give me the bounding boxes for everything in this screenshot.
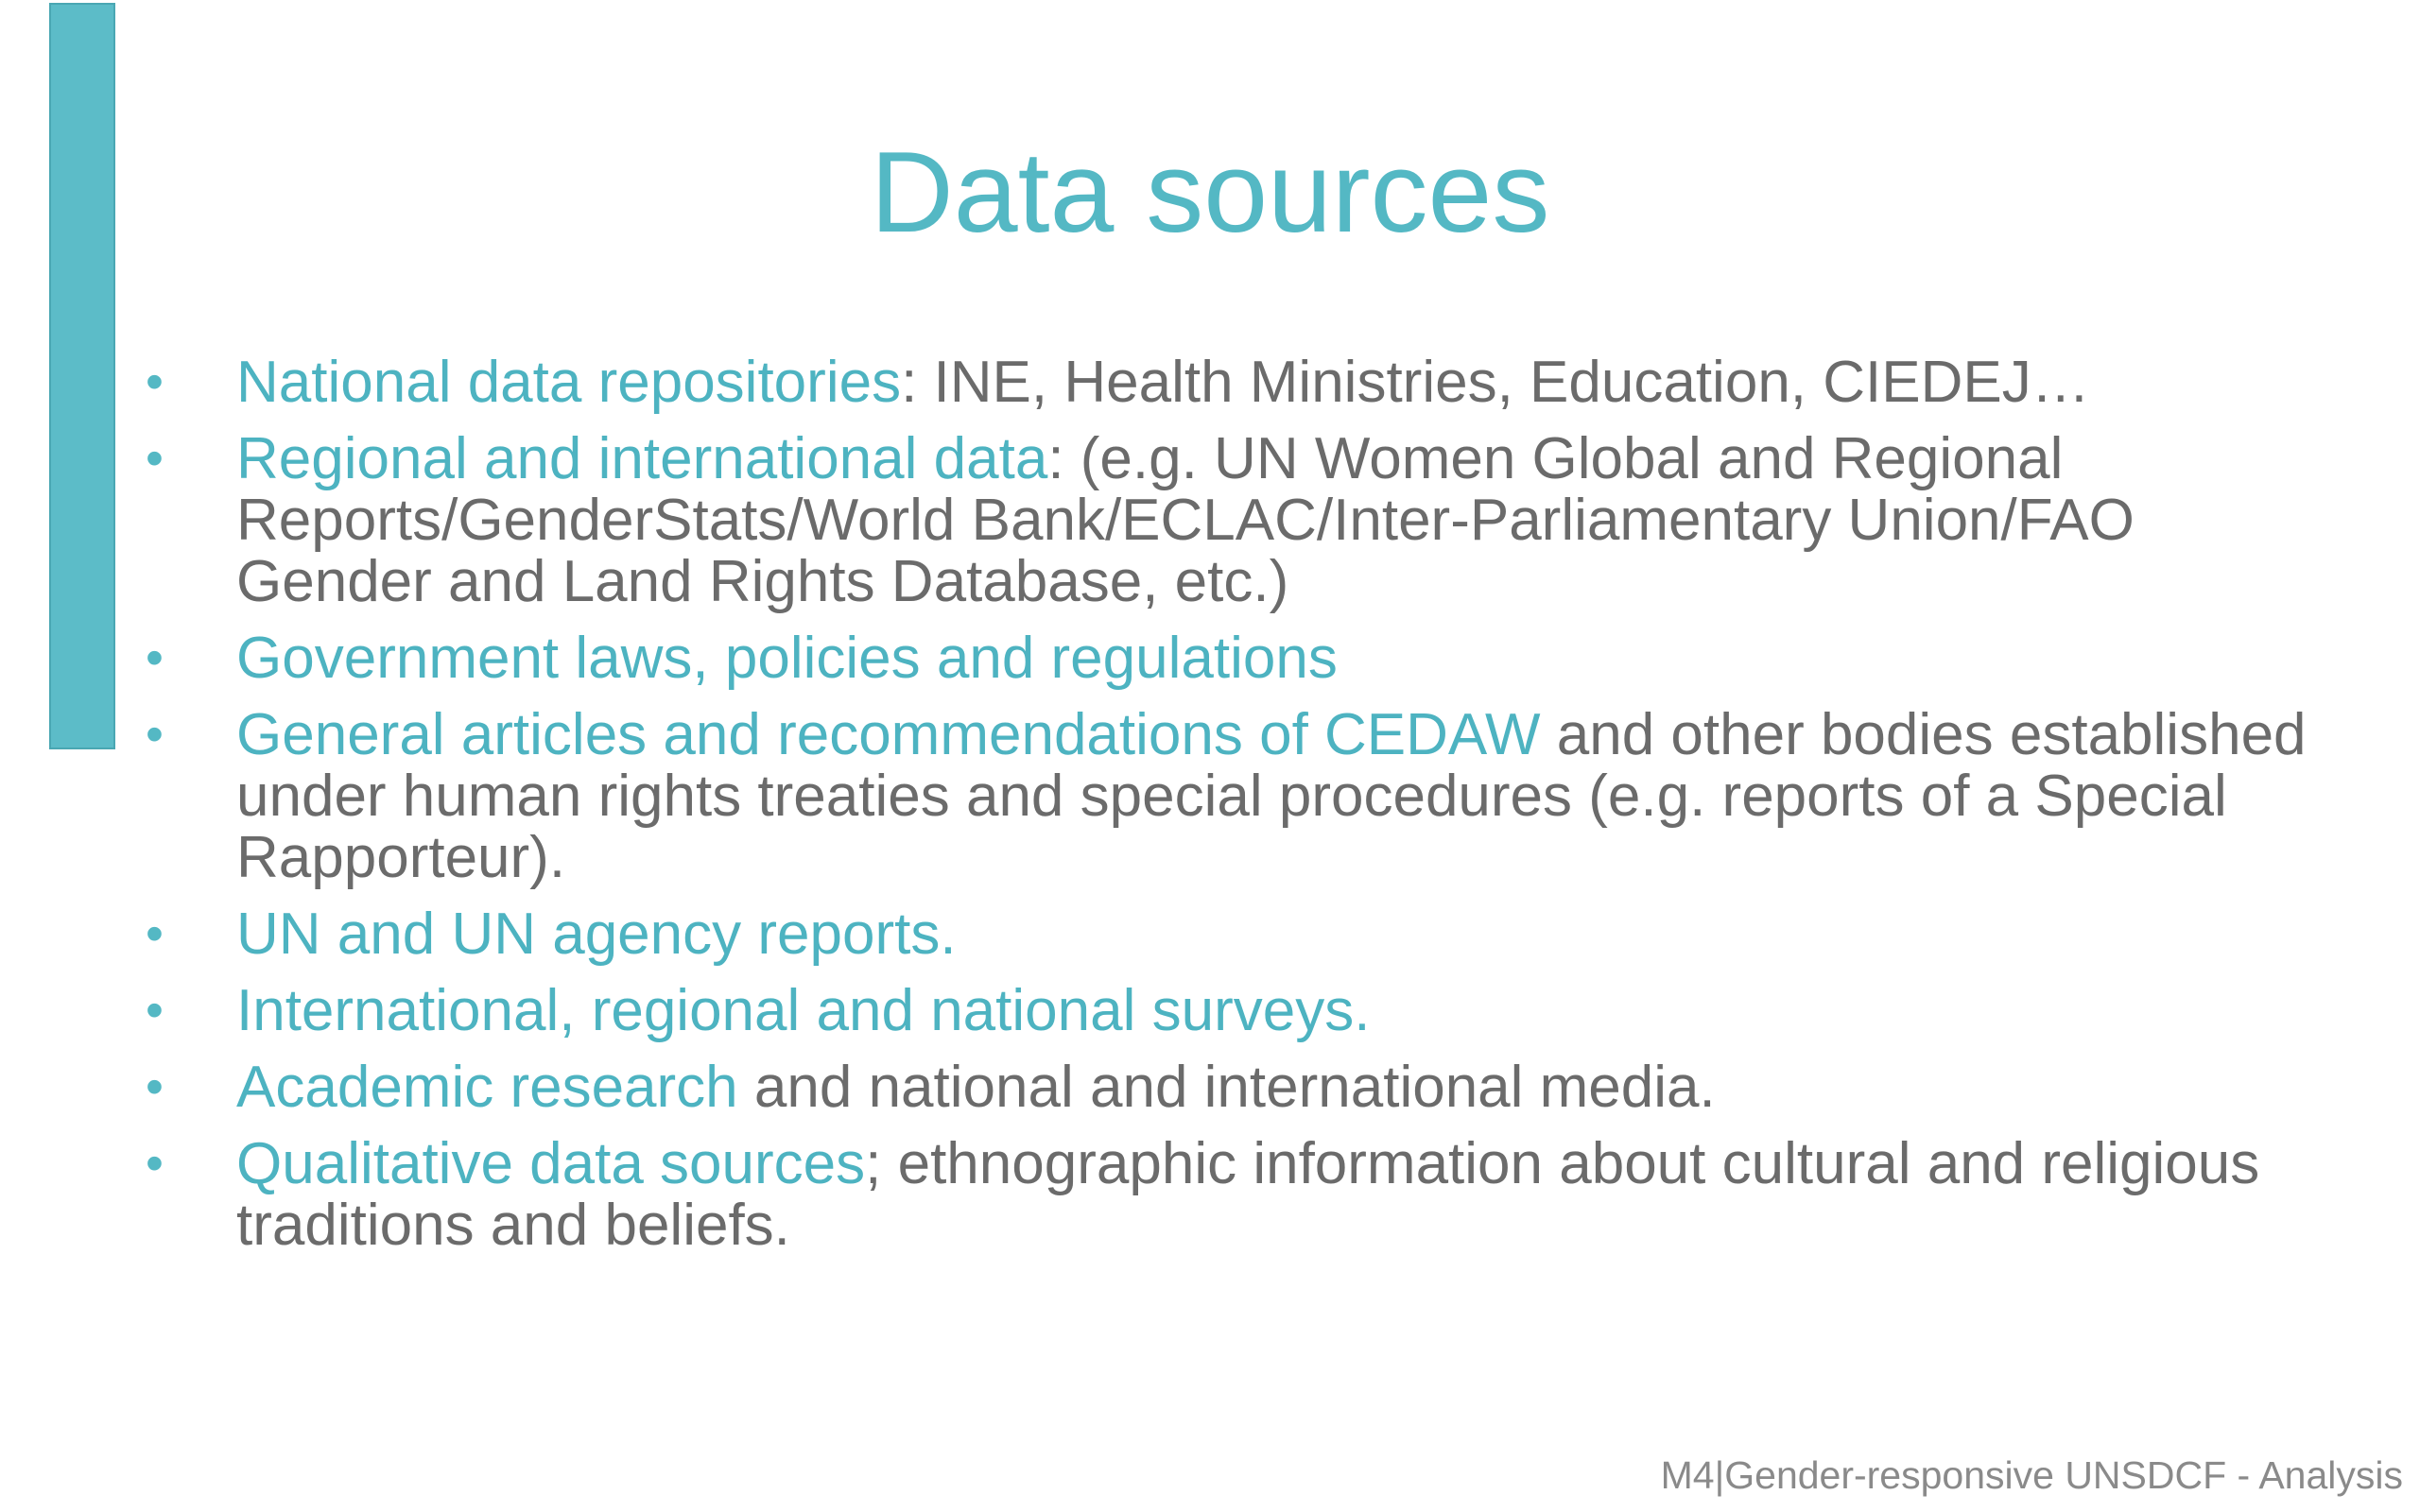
bullet-item: [142, 1133, 2316, 1256]
bullet-icon: •: [146, 1135, 164, 1192]
bullet-text: : INE, Health Ministries, Education, CIEDEJ…: [901, 350, 2090, 415]
bullet-item: [142, 627, 2316, 689]
bullet-icon: •: [146, 629, 164, 686]
bullet-highlight: Academic research: [236, 1055, 738, 1120]
bullet-icon: •: [146, 905, 164, 962]
bullet-highlight: International, regional and national surveys.: [236, 978, 1371, 1043]
bullet-icon: •: [146, 353, 164, 410]
bullet-text: : (e.g. UN Women Global and Regional Reports/GenderStats/World Bank/ECLAC/Inter-Parliamentary Union/FAO Gender and Land Rights Database, etc.): [236, 426, 2135, 614]
bullet-text: ; ethnographic information about cultural and religious traditions and beliefs.: [236, 1131, 2260, 1258]
bullet-highlight: National data repositories: [236, 350, 902, 415]
bullet-icon: •: [146, 430, 164, 487]
slide-title: [0, 121, 2420, 263]
footer-label: M4|Gender-responsive UNSDCF - Analysis: [1660, 1453, 2403, 1497]
bullet-item: [142, 352, 2316, 413]
bullet-list: [142, 352, 2316, 1271]
bullet-item: [142, 903, 2316, 965]
bullet-icon: •: [146, 1058, 164, 1115]
slide-title-text: Data sources: [870, 128, 1550, 256]
bullet-highlight: Regional and international data: [236, 426, 1048, 491]
bullet-icon: •: [146, 706, 164, 763]
bullet-item: [142, 980, 2316, 1041]
bullet-highlight: Government laws, policies and regulations: [236, 626, 1338, 691]
bullet-text: and national and international media.: [737, 1055, 1716, 1120]
accent-bar: [49, 3, 115, 749]
bullet-item: [142, 428, 2316, 612]
bullet-item: [142, 704, 2316, 888]
bullet-highlight: General articles and recommendations of CEDAW: [236, 702, 1541, 767]
bullet-text: and other bodies established under human rights treaties and special procedures (e.g. reports of a Special Rapporteur).: [236, 702, 2307, 890]
bullet-highlight: UN and UN agency reports.: [236, 902, 957, 967]
bullet-icon: •: [146, 982, 164, 1039]
bullet-item: [142, 1057, 2316, 1118]
bullet-highlight: Qualitative data sources: [236, 1131, 866, 1196]
